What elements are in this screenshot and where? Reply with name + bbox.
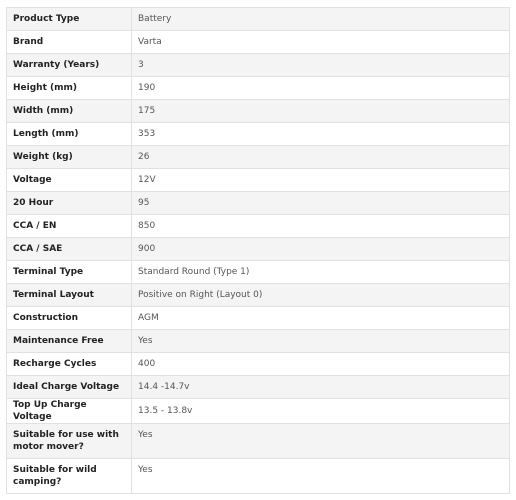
spec-label: Maintenance Free [7,330,132,353]
spec-value: 3 [132,54,510,77]
spec-value: Varta [132,31,510,54]
spec-label: Warranty (Years) [7,54,132,77]
spec-row-height [7,77,510,100]
spec-row-terminal-layout [7,284,510,307]
spec-row-width [7,100,510,123]
spec-value: AGM [132,307,510,330]
spec-value: Battery [132,8,510,31]
spec-label: CCA / EN [7,215,132,238]
spec-row-weight [7,146,510,169]
spec-row-maintenance-free [7,330,510,353]
spec-row-motor-mover [7,424,510,459]
spec-row-brand [7,31,510,54]
spec-label: Width (mm) [7,100,132,123]
spec-row-cca-sae [7,238,510,261]
spec-value: 175 [132,100,510,123]
spec-value: 190 [132,77,510,100]
spec-row-top-up-charge-voltage [7,399,510,424]
spec-value: Yes [132,330,510,353]
spec-label: Suitable for use with motor mover? [7,424,132,459]
spec-label: 20 Hour [7,192,132,215]
spec-row-wild-camping [7,459,510,494]
spec-label: Construction [7,307,132,330]
spec-label: Top Up Charge Voltage [7,399,132,424]
spec-row-voltage [7,169,510,192]
spec-value: 353 [132,123,510,146]
spec-value: 850 [132,215,510,238]
spec-value: 13.5 - 13.8v [132,399,510,424]
spec-row-20-hour [7,192,510,215]
spec-value: 12V [132,169,510,192]
spec-row-recharge-cycles [7,353,510,376]
spec-label: Voltage [7,169,132,192]
spec-label: Suitable for wild camping? [7,459,132,494]
spec-label: Brand [7,31,132,54]
spec-row-terminal-type [7,261,510,284]
spec-label: Weight (kg) [7,146,132,169]
spec-value: 900 [132,238,510,261]
spec-value: 26 [132,146,510,169]
spec-label: Terminal Layout [7,284,132,307]
spec-row-construction [7,307,510,330]
spec-value: Standard Round (Type 1) [132,261,510,284]
product-specifications-table [6,7,510,494]
spec-row-product-type [7,8,510,31]
spec-value: Positive on Right (Layout 0) [132,284,510,307]
spec-row-ideal-charge-voltage [7,376,510,399]
spec-label: Ideal Charge Voltage [7,376,132,399]
spec-value: 400 [132,353,510,376]
spec-row-length [7,123,510,146]
spec-label: Product Type [7,8,132,31]
spec-row-cca-en [7,215,510,238]
spec-label: Recharge Cycles [7,353,132,376]
spec-value: Yes [132,424,510,459]
spec-value: 14.4 -14.7v [132,376,510,399]
spec-label: Height (mm) [7,77,132,100]
spec-value: 95 [132,192,510,215]
spec-row-warranty [7,54,510,77]
spec-label: CCA / SAE [7,238,132,261]
spec-label: Length (mm) [7,123,132,146]
spec-value: Yes [132,459,510,494]
spec-label: Terminal Type [7,261,132,284]
